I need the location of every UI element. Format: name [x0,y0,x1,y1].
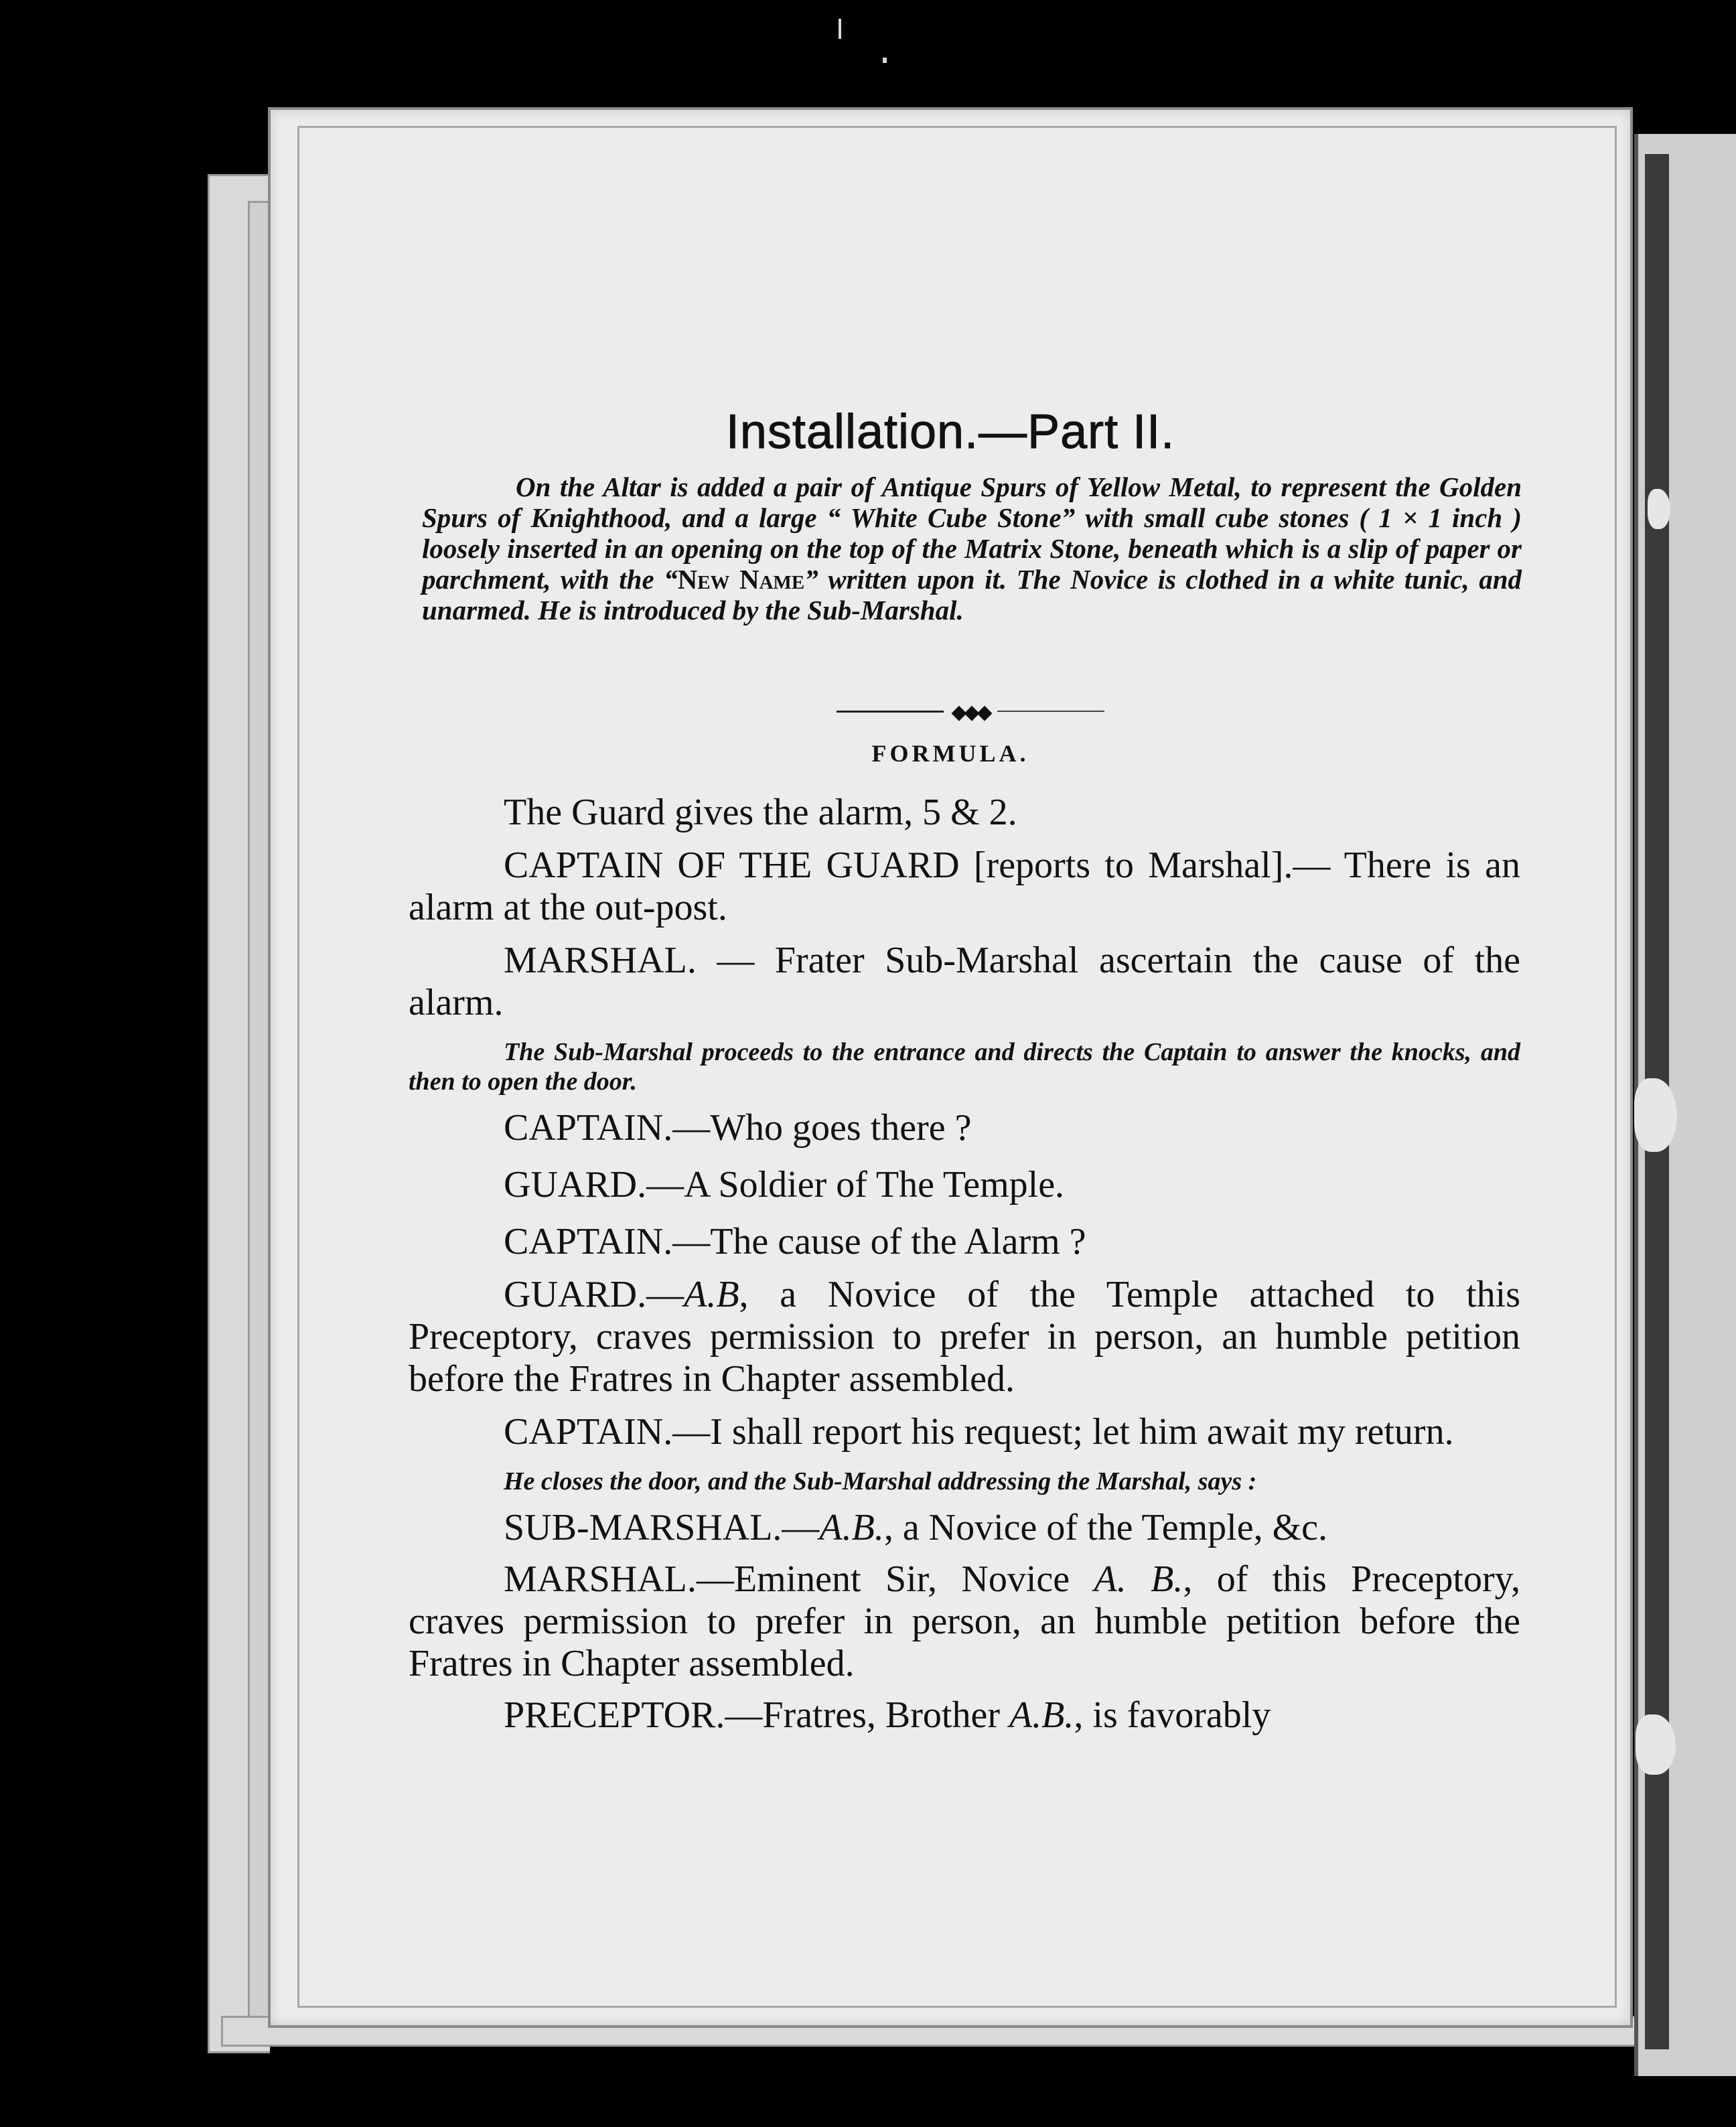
paragraph-sub-marshal [409,1507,1520,1549]
name-ab: A.B. [819,1507,884,1548]
divider-ornament: ◆◆◆ [951,701,990,724]
paragraph-preceptor [409,1694,1520,1737]
divider-line-right [997,711,1104,712]
name-ab: A.B. [1009,1694,1074,1736]
speaker-sub-marshal: SUB-MARSHAL.— [504,1507,820,1548]
new-name-term: New Name [677,564,805,595]
torn-paper-fragment [1648,489,1670,529]
paragraph-captain-of-guard: CAPTAIN OF THE GUARD [reports to Marshal].— There is an alarm at the out-post. [409,845,1520,928]
paragraph-captain-who: CAPTAIN.—Who goes there ? [504,1107,972,1149]
speaker-marshal: MARSHAL.—Eminent Sir, Novice [504,1558,1094,1600]
stage-direction-closes-door: He closes the door, and the Sub-Marshal addressing the Marshal, says : [504,1467,1257,1495]
scan-speck [883,58,887,63]
intro-text-b: ” written upon it. The Novice is clothed in a white tunic, and unarmed. He is introduced by the Sub-Marshal. [422,564,1522,626]
intro-text-a: On the Altar is added a pair of Antique Spurs of Yellow Metal, to represent the Golden Spurs of Knighthood, and a large “ White Cube Stone” with small cube stones ( 1 × 1 inch ) loosely inserted in an opening on the top of the Matrix Stone, beneath which is a slip of paper or parchment, with the “ [422,471,1522,595]
paragraph-guard-soldier: GUARD.—A Soldier of The Temple. [504,1164,1065,1205]
paragraph-marshal-eminent [409,1558,1520,1685]
paragraph-preceptor-text: , is favorably [1074,1694,1271,1736]
paragraph-marshal-eminent-text: , of this Preceptory, craves permission to prefer in person, an humble petition before the Fratres in Chapter assembled. [409,1558,1520,1684]
stage-direction-sub-marshal: The Sub-Marshal proceeds to the entrance and directs the Captain to answer the knocks, and then to open the door. [409,1038,1520,1096]
torn-paper-fragment [1636,1714,1676,1775]
formula-text [409,792,1520,1737]
intro-stage-direction [422,471,1522,626]
paragraph-captain-report: CAPTAIN.—I shall report his request; let him await my return. [504,1411,1454,1453]
scan-speck [839,19,841,39]
paragraph-sub-marshal-text: , a Novice of the Temple, &c. [883,1507,1327,1548]
formula-title: FORMULA. [871,740,1029,767]
name-ab: A. B. [1094,1558,1183,1600]
paragraph-captain-cause: CAPTAIN.—The cause of the Alarm ? [504,1221,1086,1262]
name-ab: A.B [684,1274,739,1315]
section-divider [837,701,1104,724]
paragraph-guard-novice-text: , a Novice of the Temple attached to this Preceptory, craves permission to prefer in person, an humble petition before the Fratres in Chapter assembled. [409,1274,1520,1400]
paragraph-guard-novice [409,1274,1520,1400]
divider-line-left [837,711,944,713]
page-heading: Installation.—Part II. [725,405,1175,459]
book-page [268,107,1633,2028]
speaker-guard: GUARD.— [504,1274,684,1315]
speaker-preceptor: PRECEPTOR.—Fratres, Brother [504,1694,1009,1736]
paragraph-alarm: The Guard gives the alarm, 5 & 2. [504,792,1017,833]
paragraph-marshal: MARSHAL. — Frater Sub-Marshal ascertain the cause of the alarm. [409,940,1520,1023]
torn-paper-fragment [1634,1078,1677,1152]
